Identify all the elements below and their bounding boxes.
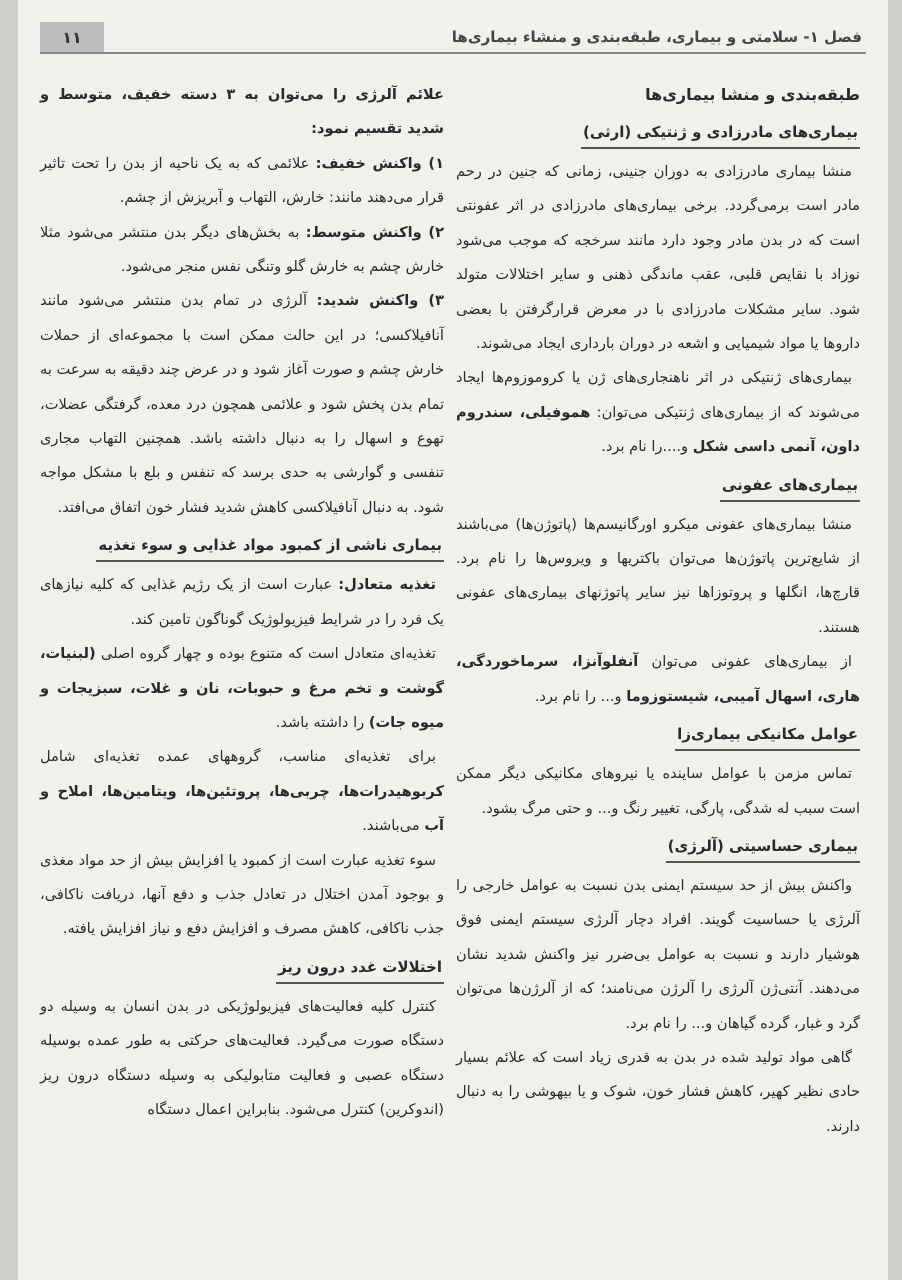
paragraph: منشا بیماری مادرزادی به دوران جنینی، زمانی که جنین در رحم مادر است برمی‌گردد. برخی بیماری‌های مادرزادی در اثر عفونتی است که در بدن مادر وجود دارد مانند سرخجه که موجب می‌شود نوزاد با نقایص قلبی، عقب ماندگی ذهنی و سایر اختلالات متولد شود. سایر مشکلات مادرزادی با در معرض قرارگرفتن با بعضی داروها یا مواد شیمیایی و اشعه در دوران بارداری ایجاد می‌شوند. [456, 163, 860, 353]
heading-allergy: بیماری حساسیتی (آلرژی) [666, 831, 860, 863]
paragraph: واکنش بیش از حد سیستم ایمنی بدن نسبت به عوامل خارجی را آلرژی یا حساسیت گویند. افراد دچار آلرژی سیستم ایمنی فوق هوشیار دارند و نسبت به عوامل بی‌ضرر نیز واکنش شدید نشان می‌دهند. آنتی‌ژن آلرژی را آلرژن می‌نامند؛ که از آلرژن‌ها می‌توان گرد و غبار، گرده گیاهان و... را نام برد. [456, 876, 860, 1032]
section-infectious [456, 469, 860, 714]
heading-congenital: بیماری‌های مادرزادی و ژنتیکی (ارثی) [581, 117, 860, 149]
paragraph: گاهی مواد تولید شده در بدن به قدری زیاد است که علائم بسیار حادی نظیر کهیر، کاهش فشار خون، شوک و یا بیهوشی را به دنبال دارند. [456, 1048, 860, 1135]
section-allergy [456, 830, 860, 1144]
left-column [40, 78, 444, 1131]
paragraph: علائم آلرژی را می‌توان به ۳ دسته خفیف، متوسط و شدید تقسیم نمود: [40, 86, 444, 138]
paragraph: منشا بیماری‌های عفونی میکرو اورگانیسم‌ها (پاتوژن‌ها) می‌باشند از شایع‌ترین پاتوژن‌ها می‌توان باکتریها و ویروس‌ها را نام برد. قارچ‌ها، انگلها و پروتوزاها نیز سایر پاتوژنهای بیماری‌های عفونی هستند. [456, 515, 860, 636]
right-column [456, 78, 860, 1148]
main-title: طبقه‌بندی و منشا بیماری‌ها [645, 85, 860, 104]
book-page [18, 0, 888, 1280]
section-endocrine [40, 951, 444, 1128]
paragraph: تغذیه‌ای متعادل است که متنوع بوده و چهار گروه اصلی (لبنیات، گوشت و تخم مرغ و حبوبات، نان و غلات، سبزیجات و میوه جات) را داشته باشد. [40, 645, 444, 731]
page-number: ۱۱ [40, 22, 104, 52]
page-header [40, 22, 866, 54]
paragraph: برای تغذیه‌ای مناسب، گروههای عمده تغذیه‌ای شامل کربوهیدرات‌ها، چربی‌ها، پروتئین‌ها، ویتامین‌ها، املاح و آب می‌باشند. [40, 748, 444, 835]
heading-infectious: بیماری‌های عفونی [720, 470, 860, 502]
paragraph: بیماری‌های ژنتیکی در اثر ناهنجاری‌های ژن یا کروموزوم‌ها ایجاد می‌شوند که از بیماری‌های ژنتیکی می‌توان: هموفیلی، سندروم داون، آنمی داسی شکل و....را نام برد. [456, 369, 860, 456]
heading-nutrition: بیماری ناشی از کمبود مواد غذایی و سوء تغذیه [96, 530, 444, 562]
paragraph: ۱) واکنش خفیف: علائمی که به یک ناحیه از بدن را تحت تاثیر قرار می‌دهند مانند: خارش، التهاب و آبریزش از چشم. [40, 154, 444, 207]
paragraph: ۳) واکنش شدید: آلرژی در تمام بدن منتشر می‌شود مانند آنافیلاکسی؛ در این حالت ممکن است با مجموعه‌ای از حملات خارش چشم و صورت آغاز شود و در عرض چند دقیقه به سرعت به تمام بدن پخش شود و علائمی همچون درد معده، گرفتگی عضلات، تهوع و اسهال را به دنبال داشته باشد. همچنین التهاب مجاری تنفسی و گوارشی به حدی برسد که تنفس و بلع با مشکل مواجه شود. به دنبال آنافیلاکسی کاهش شدید فشار خون اتفاق می‌افتد. [40, 292, 445, 516]
paragraph: تماس مزمن با عوامل ساینده یا نیروهای مکانیکی دیگر ممکن است سبب له شدگی، پارگی، تغییر رنگ و... و حتی مرگ بشود. [456, 765, 860, 817]
paragraph: از بیماری‌های عفونی می‌توان آنفلوآنزا، سرماخوردگی، هاری، اسهال آمیبی، شیستوزوما و... را نام برد. [456, 653, 860, 705]
section-mechanical [456, 718, 860, 826]
paragraph: کنترل کلیه فعالیت‌های فیزیولوژیکی در بدن انسان به وسیله دو دستگاه صورت می‌گیرد. فعالیت‌های حرکتی به طور عمده بوسیله دستگاه عصبی و فعالیت متابولیکی به وسیله دستگاه درون ریز (اندوکرین) کنترل می‌شود. بنابراین اعمال دستگاه [40, 997, 444, 1118]
section-congenital [456, 116, 860, 465]
paragraph: ۲) واکنش متوسط: به بخش‌های دیگر بدن منتشر می‌شود مثلا خارش چشم به خارش گلو وتنگی نفس منجر می‌شود. [40, 223, 445, 276]
chapter-title: فصل ۱- سلامتی و بیماری، طبقه‌بندی و منشاء بیماری‌ها [451, 28, 862, 46]
section-nutrition [40, 529, 444, 946]
heading-endocrine: اختلالات غدد درون ریز [276, 952, 444, 984]
paragraph: تغذیه متعادل: عبارت است از یک رژیم غذایی که کلیه نیازهای یک فرد را در شرایط فیزیولوژیک گوناگون تامین کند. [40, 576, 444, 628]
heading-mechanical: عوامل مکانیکی بیماری‌زا [675, 719, 860, 751]
paragraph: سوء تغذیه عبارت است از کمبود یا افزایش بیش از حد مواد مغذی و بوجود آمدن اختلال در تعادل جذب و دفع آنها، دریافت ناکافی، جذب ناکافی، کاهش مصرف و افزایش دفع و نیاز افزایش یافته. [40, 851, 444, 938]
